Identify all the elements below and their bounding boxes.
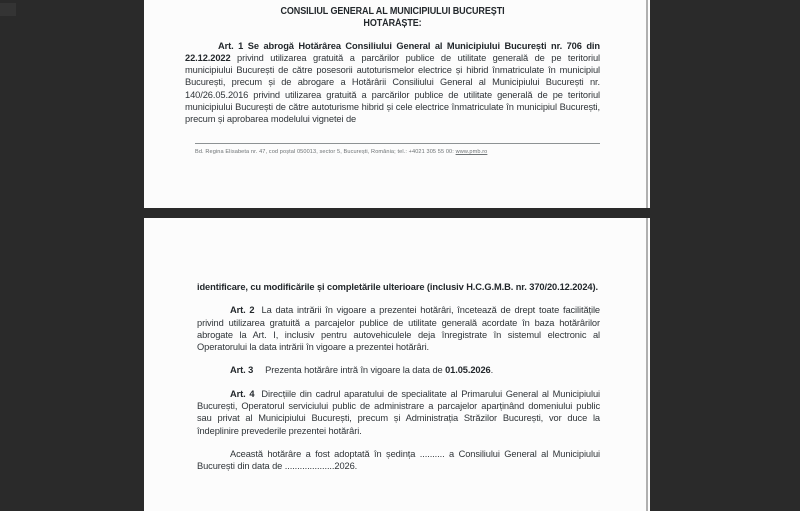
page-1: [144, 0, 650, 208]
article-2-body: La data intrării în vigoare a prezentei hotărâri, încetează de drept toate facilitățile privind utilizarea gratuită a parcajelor publice de utilitate generală acordate în baza hotărârilor abrogate la Art. I, inclusiv pentru autovehiculele deja înregistrate în sistemul electronic al Operatorului la data intrării în vigoare a prezentei hotărâri.: [197, 305, 600, 353]
article-2-paragraph: [197, 304, 600, 353]
page-footer: [195, 149, 615, 156]
article-4-body: Direcțiile din cadrul aparatului de specialitate al Primarului General al Municipiului București, Operatorul serviciului public de administrare a parcajelor aparținând domeniului public sau privat al Municipiului București, precum și Administrația Străzilor București, vor duce la îndeplinire prevederile prezentei hotărâri.: [197, 388, 600, 436]
article-1-paragraph: [185, 40, 600, 126]
article-3-label: Art. 3: [230, 365, 254, 376]
article-3-paragraph: [197, 364, 600, 376]
article-3-body: Prezenta hotărâre intră în vigoare la data de: [265, 365, 446, 376]
closing-text: Această hotărâre a fost adoptată în ședința .......... a Consiliului General al Municipiului București din data de ....................2026.: [197, 448, 600, 472]
page-edge-line: [646, 218, 648, 511]
closing-paragraph: [197, 448, 600, 473]
footer-link: www.pmb.ro: [455, 149, 488, 155]
article-4-label: Art. 4: [230, 388, 255, 399]
footer-divider: [195, 143, 600, 144]
article-4-paragraph: [197, 388, 600, 437]
article-2-label: Art. 2: [230, 305, 255, 316]
council-heading: CONSILIUL GENERAL AL MUNICIPIULUI BUCUREȘTI: [280, 6, 505, 17]
footer-address: Bd. Regina Elisabeta nr. 47, cod poștal 050013, sector 5, București, România; tel.: +4021 305 55 00:: [195, 149, 456, 155]
decision-heading: HOTĂRĂȘTE:: [363, 18, 422, 30]
continuation-text: identificare, cu modificările și completările ulterioare (inclusiv H.C.G.M.B. nr. 370/20.12.2024).: [197, 282, 598, 292]
page-2: [144, 218, 650, 511]
article-3-suffix: .: [490, 365, 494, 376]
article-1-body: privind utilizarea gratuită a parcărilor publice de utilitate generală de pe teritoriul municipiului București de către posesorii autoturismelor electrice și hibrid înmatriculate în municipiul București, precum și de abrogare a Hotărârii Consiliului General al Municipiului București nr. 140/26.05.2016 privind utilizarea gratuită a parcărilor publice de utilitate generală de pe teritoriul municipiului București de către autoturisme hibrid și cele electrice înmatriculate în municipiul București, precum și aprobarea modelului vignetei de: [185, 52, 600, 125]
article-3-date: 01.05.2026: [445, 365, 491, 376]
continuation-paragraph: [197, 281, 600, 293]
viewer-corner-artifact: [0, 3, 16, 16]
article-1-bold-lead: Art. 1 Se abrogă Hotărârea Consiliului General al Municipiului București nr. 706 din 22.12.2022: [185, 40, 600, 63]
page-edge-line: [646, 0, 648, 208]
